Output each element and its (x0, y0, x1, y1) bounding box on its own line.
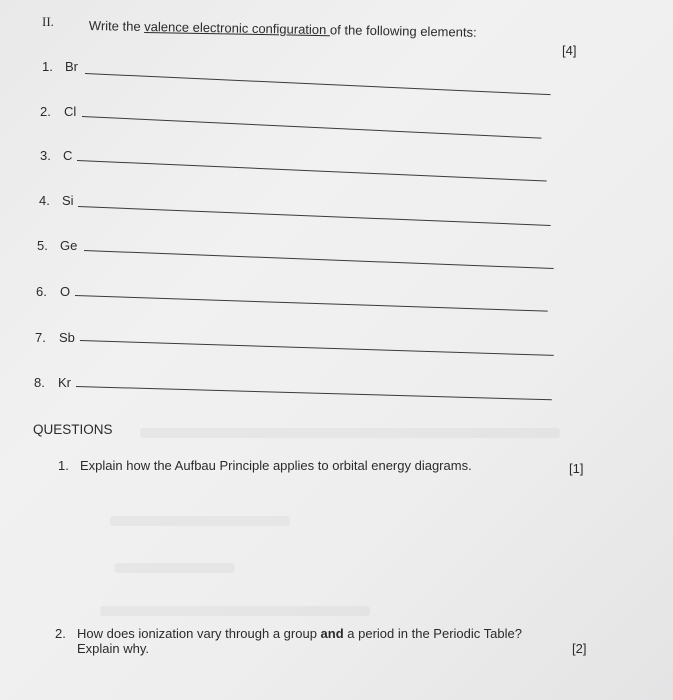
item-number: 1. (42, 59, 53, 74)
instruction-before: Write the (88, 18, 145, 34)
element-symbol: Si (62, 193, 74, 208)
question-2-text-before: How does ionization vary through a group (77, 626, 321, 641)
element-symbol: O (60, 284, 71, 299)
question-2-number: 2. (55, 626, 66, 641)
question-1-number: 1. (58, 458, 69, 473)
item-number: 4. (39, 193, 50, 208)
question-1-text: Explain how the Aufbau Principle applies to orbital energy diagrams. (80, 458, 472, 473)
question-2-line2: Explain why. (77, 641, 150, 656)
answer-line[interactable] (85, 73, 551, 95)
show-through-text (110, 516, 290, 526)
show-through-text (140, 428, 560, 438)
answer-line[interactable] (78, 206, 551, 226)
section-instruction (89, 18, 477, 40)
section-marks: [4] (562, 43, 577, 58)
item-number: 3. (40, 148, 51, 163)
show-through-text (115, 563, 235, 573)
answer-line[interactable] (82, 116, 542, 139)
instruction-underlined: valence electronic configuration (144, 18, 331, 38)
show-through-text (100, 606, 370, 616)
element-symbol: Ge (60, 238, 78, 253)
instruction-after: of the following elements: (329, 22, 477, 40)
question-2-text-after: a period in the Periodic Table? (343, 626, 522, 641)
item-number: 6. (36, 284, 47, 299)
question-2-text (77, 626, 522, 641)
question-2-text-bold: and (320, 626, 344, 641)
questions-heading: QUESTIONS (33, 422, 113, 437)
item-number: 7. (35, 330, 46, 345)
question-1-marks: [1] (569, 461, 584, 476)
answer-line[interactable] (80, 340, 554, 356)
question-2-marks: [2] (572, 641, 587, 656)
answer-line[interactable] (75, 295, 548, 312)
element-symbol: Br (65, 59, 78, 74)
section-numeral: II. (42, 14, 54, 29)
element-symbol: Cl (64, 104, 77, 119)
element-symbol: Kr (58, 375, 71, 390)
item-number: 2. (40, 104, 51, 119)
element-symbol: Sb (59, 330, 75, 345)
item-number: 8. (34, 375, 45, 390)
answer-line[interactable] (84, 250, 554, 269)
answer-line[interactable] (76, 386, 552, 400)
answer-line[interactable] (77, 160, 547, 182)
item-number: 5. (37, 238, 48, 253)
element-symbol: C (63, 148, 73, 163)
